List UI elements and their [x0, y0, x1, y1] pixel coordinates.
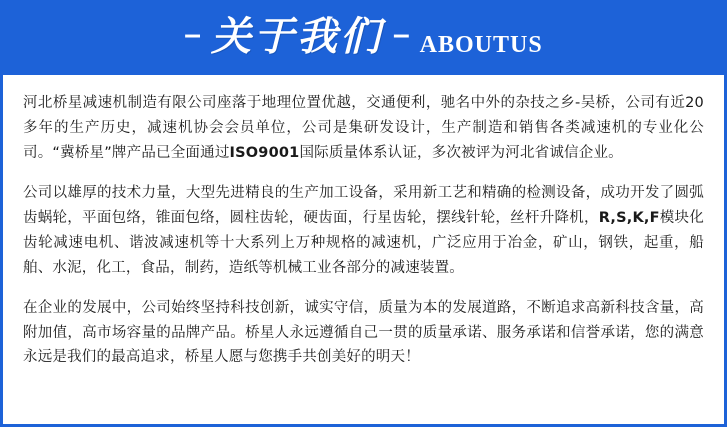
body-text: 河北桥星减速机制造有限公司座落于地理位置优越，交通便利，驰名中外的杂技之乡-吴桥，公司有近20多年的生产历史，减速机协会会员单位，公司是集研发设计，生产制造和销售各类减速机的专业化公司。“冀桥星”牌产品已全面通过: [23, 95, 704, 161]
body-text: 在企业的发展中，公司始终坚持科技创新，诚实守信，质量为本的发展道路，不断追求高新科技含量，高附加值，高市场容量的品牌产品。桥星人永远遵循自己一贯的质量承诺、服务承诺和信誉承诺，您的满意永远是我们的最高追求，桥星人愿与您携手共创美好的明天！: [23, 299, 704, 366]
header-dash-left: –: [184, 18, 201, 51]
emphasis-text: R,S,K,F: [598, 209, 660, 226]
about-us-body: [3, 75, 724, 380]
emphasis-text: ISO9001: [229, 144, 300, 161]
paragraph-company-intro: [23, 91, 704, 166]
body-text: 国际质量体系认证，多次被评为河北省诚信企业。: [299, 144, 623, 161]
page-title-english: ABOUTUS: [419, 32, 543, 58]
body-text: 公司以雄厚的技术力量，大型先进精良的生产加工设备，采用新工艺和精确的检测设备，成功开发了圆弧齿蜗轮，平面包络，锥面包络，圆柱齿轮，硬齿面，行星齿轮，摆线针轮，丝杆升降机，: [23, 184, 704, 226]
header-title-group: [184, 13, 543, 60]
paragraph-philosophy: [23, 296, 704, 371]
page-header-banner: [3, 3, 724, 75]
page-title-chinese: 关于我们: [210, 13, 383, 60]
body-text: 模块化齿轮减速电机、谐波减速机等十大系列上万种规格的减速机，广泛应用于冶金，矿山，钢铁，起重，船舶、水泥，化工，食品，制药，造纸等机械工业各部分的减速装置。: [23, 209, 704, 276]
paragraph-products: [23, 181, 704, 281]
header-dash-right: –: [392, 18, 410, 51]
